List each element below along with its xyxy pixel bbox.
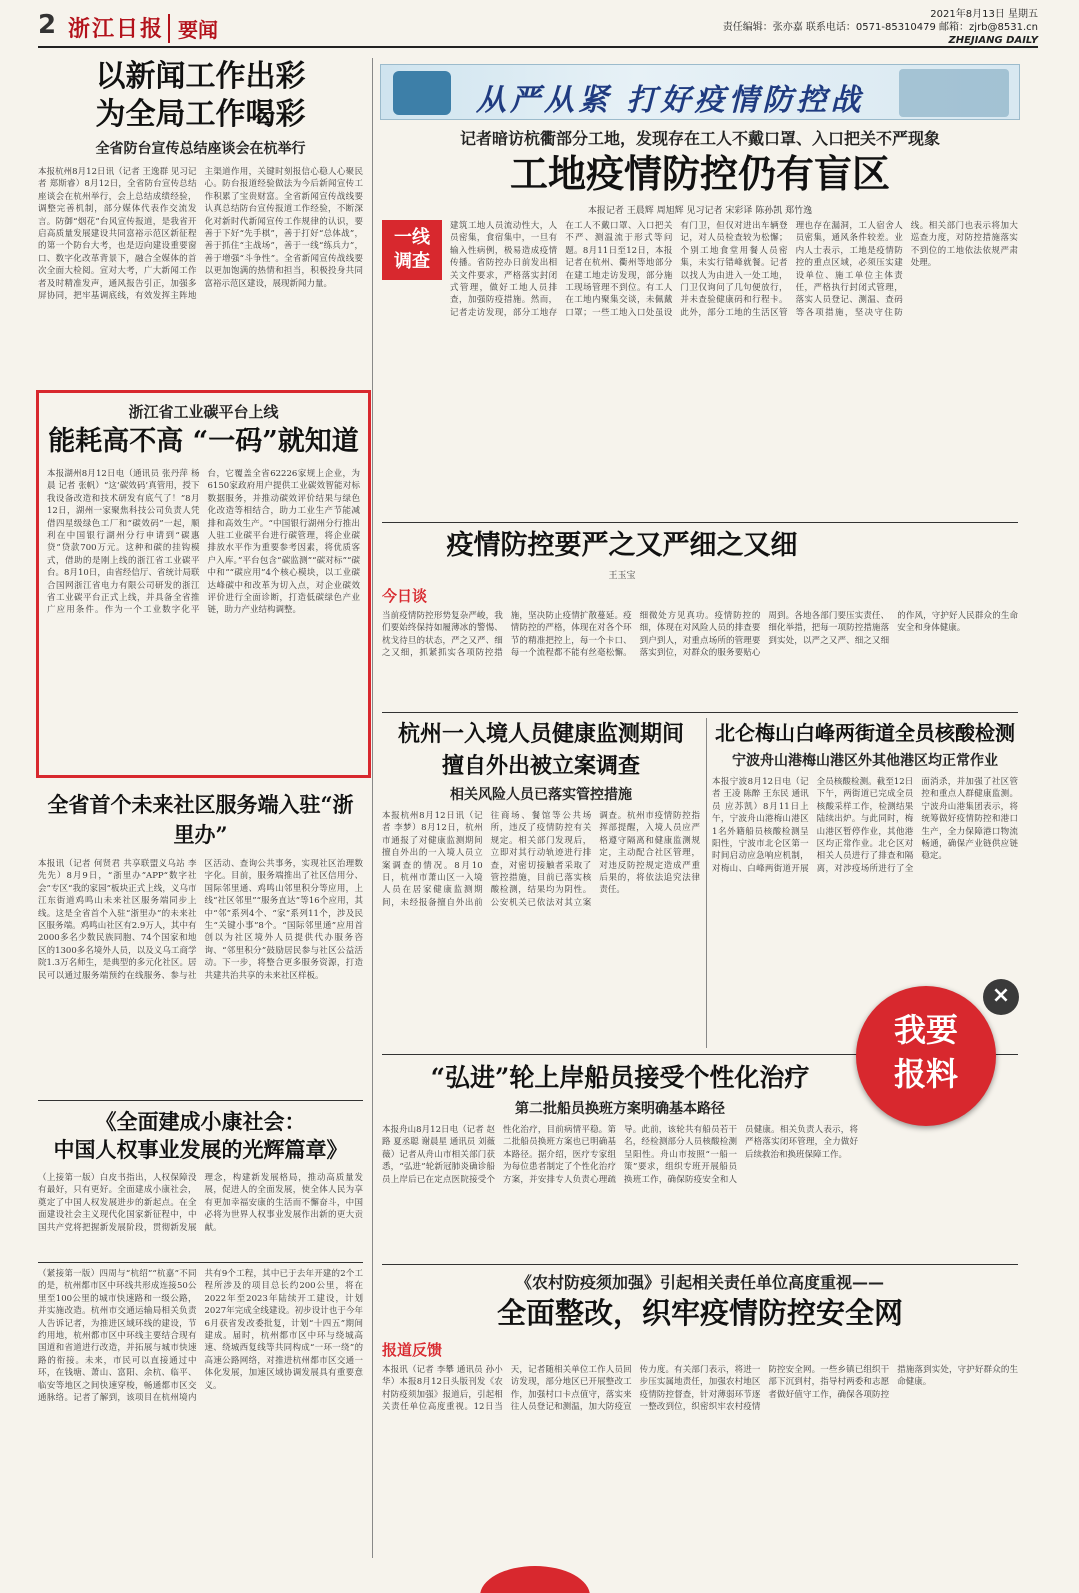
headline-line1: 《全面建成小康社会： — [95, 1109, 306, 1134]
article-news-work[interactable] — [38, 58, 363, 378]
article-strict-prevention[interactable] — [382, 528, 1018, 706]
column-divider — [706, 718, 707, 1048]
masthead-meta — [723, 8, 1038, 47]
divider — [38, 1100, 363, 1101]
special-topic-banner — [380, 64, 1020, 120]
article-body: 建筑工地人员流动性大，人员密集，食宿集中，一旦有输入性病例，极易造成疫情传播。省防控办日前发出相关文件要求，严格落实封闭式管理，做好工地人员排查，加强防疫措施。然而，记者走访发现，部分工地存在工人不戴口罩、入口把关不严、测温流于形式等问题。8月11日至12日，本报记者在杭州、衢州等地部分在建工地走访发现，部分施工现场管理不到位。有工人在工地内聚集交谈，未佩戴口罩；一些工地入口处虽设有门卫，但仅对进出车辆登记，对人员检查较为松懈；个别工地食堂用餐人员密集，未实行错峰就餐。记者以找人为由进入一处工地，门卫仅询问了几句便放行，并未查验健康码和行程卡。此外，部分工地的生活区管理也存在漏洞，工人宿舍人员密集，通风条件较差。业内人士表示，工地是疫情防控的重点区域，必须压实建设单位、施工单位主体责任，严格执行封闭式管理，落实人员登记、测温、查码等各项措施，坚决守住防线。相关部门也表示将加大巡查力度，对防控措施落实不到位的工地依法依规严肃处理。 — [450, 221, 1018, 318]
article-kicker: 记者暗访杭衢部分工地，发现存在工人不戴口罩、入口把关不严现象 — [459, 129, 940, 148]
masthead — [38, 8, 1038, 48]
article-headline: 能耗高不高 “一码”就知道 — [48, 426, 359, 457]
article-subtitle: 全省防台宣传总结座谈会在杭举行 — [95, 141, 306, 157]
article-hongjin-crew[interactable] — [382, 1060, 858, 1260]
headline-line2: 中国人权事业发展的光辉篇章》 — [53, 1137, 348, 1162]
report-tip-label-line1: 我要 — [893, 1011, 958, 1049]
article-body: 本报舟山8月12日电（记者 赵路 夏丞聪 谢晨星 通讯员 刘薇薇）记者从舟山市相关部门获悉，“弘进”轮新冠肺炎确诊船员上岸后已在定点医院接受个性化治疗，目前病情平稳。第二批船员换班方案也已明确基本路径。据介绍，医疗专家组为每位患者制定了个性化治疗方案，并安排专人负责心理疏导。此前，该轮共有船员若干名，经检测部分人员核酸检测呈阳性。舟山市按照“一船一策”要求，组织专班开展船员换班工作，确保防疫安全和人员健康。相关负责人表示，将严格落实闭环管理，全力做好后续救治和换班保障工作。 — [382, 1125, 858, 1185]
article-headline: 全面整改，织牢疫情防控安全网 — [496, 1296, 903, 1330]
article-construction-sites[interactable] — [382, 126, 1018, 518]
article-headline: 工地疫情防控仍有盲区 — [509, 151, 890, 196]
headline-line1: 杭州一入境人员健康监测期间 — [397, 721, 684, 747]
article-body: 本报湖州8月12日电（通讯员 张丹萍 杨晨 记者 张帆）“这‘碳效码’真管用，授下我设备改造和技术研发有底气了！”8月12日，湖州一家聚焦科技公司负责人凭借四星级绿色工厂和“碳效码”一起，顺利在中国银行湖州分行申请到“碳惠贷”贷款700万元。这种和碳的挂钩模式，借助的是刚上线的浙江省工业碳平台。8月10日，由省经信厅、省统计局联合国网浙江省电力有限公司研发的浙江省工业碳平台正式上线，并具备全省推广应用条件。作为一个工业数字化平台，它覆盖全省62226家规上企业，为6150家政府用户提供工业碳效智能对标数据服务，并推动碳效评价结果与绿色化改造等相结合，助力工业生产节能减排和高效生产。“中国银行湖州分行推出人驻工业碳平台进行碳管理，将企业碳排放水平作为重要参考因素，将优质客户入库。”平台包含“碳监测”“碳对标”“碳中和”“碳应用”4个核心模块，以工业碳达峰碳中和改革为切入点，对企业碳效评价进行全面诊断，打造低碳绿色产业链，助力产业结构调整。 — [47, 469, 360, 616]
paper-english-name: ZHEJIANG DAILY — [948, 35, 1038, 46]
column-divider — [372, 58, 373, 1558]
section-tag: 今日谈 — [382, 587, 428, 605]
banner-title: 从严从紧 打好疫情防控战 — [476, 83, 865, 118]
article-headline: 北仑梅山白峰两街道全员核酸检测 — [715, 721, 1015, 745]
editor-info: 责任编辑：张亦嘉 联系电话：0571-85310479 邮箱：zjrb@8531.cn — [722, 22, 1038, 33]
article-body: 本报杭州8月12日讯（记者 王逸群 见习记者 郑斯睿）8月12日，全省防台宣传总结座谈会在杭州举行，会上总结成绩经验，调整完善机制，部分媒体代表作交流发言。防御“烟花”台风宣传报道，是我省开启高质量发展建设共同富裕示范区新征程的第一个防台大考，也是迈向建设重要窗口、数字化改革背景下，融合全媒体的首次全面大检阅。宣对大考，广大新闻工作者及时精准发声，通风报告引正，加强多屏协同，把牢基调底线，有效发挥主阵地主渠道作用，关键时刻报信心稳人心聚民心。防台报道经验做法为今后新闻宣传工作积累了宝贵财富。全省新闻宣传战线要认真总结防台宣传报道工作经验，不断深化对新时代新闻宣传工作规律的认识，要善于下好“先手棋”，善于打好“总体战”，善于抓住“主战场”，善于一线“练兵力”，善于增强“斗争性”。全省新闻宣传战线要以更加饱满的热情和担当，积极投身共同富裕示范区建设，展现新闻力量。 — [38, 167, 363, 302]
divider — [382, 712, 1018, 713]
section-label: 要闻 — [168, 14, 218, 43]
article-byline: 王玉宝 — [608, 571, 636, 581]
issue-date: 2021年8月13日 星期五 — [930, 9, 1038, 20]
headline-line1: 以新闻工作出彩 — [95, 59, 306, 94]
paper-logo: 浙江日报 — [68, 16, 165, 42]
section-tag: 一线调查 — [382, 220, 442, 280]
section-tag: 报道反馈 — [382, 1341, 443, 1359]
article-headline: “弘进”轮上岸船员接受个性化治疗 — [430, 1063, 810, 1092]
article-kicker: 《农村防疫须加强》引起相关责任单位高度重视—— — [515, 1273, 884, 1292]
report-tip-label-line2: 报料 — [893, 1055, 958, 1093]
article-carbon-platform[interactable] — [36, 390, 371, 778]
article-human-rights[interactable] — [38, 1108, 363, 1258]
article-headline: 全省首个未来社区服务端入驻“浙里办” — [47, 792, 354, 847]
divider — [382, 1264, 1018, 1265]
headline-line2: 擅自外出被立案调查 — [441, 753, 640, 779]
article-headline: 疫情防控要严之又严细之又细 — [446, 530, 798, 561]
article-hangzhou-inbound[interactable] — [382, 718, 700, 1048]
divider — [382, 522, 1018, 523]
close-icon[interactable]: × — [983, 979, 1019, 1015]
banner-decoration-icon — [899, 69, 1009, 117]
article-rural-prevention[interactable] — [382, 1270, 1018, 1560]
page-number: 2 — [38, 10, 57, 40]
article-subtitle: 宁波舟山港梅山港区外其他港区均正常作业 — [732, 753, 998, 769]
article-future-community[interactable] — [38, 790, 363, 1090]
article-subtitle: 相关风险人员已落实管控措施 — [450, 787, 632, 803]
bottom-floating-tab[interactable] — [480, 1566, 590, 1593]
banner-emblem-icon — [393, 71, 451, 115]
article-subtitle: 第二批船员换班方案明确基本路径 — [515, 1101, 725, 1117]
article-body: 本报讯（记者 李攀 通讯员 孙小华）本报8月12日头版刊发《农村防疫须加强》报道后，引起相关责任单位高度重视。12日当天，记者随相关单位工作人员回访发现，部分地区已开展整改工作，加强村口卡点值守，落实来往人员登记和测温，加大防疫宣传力度。有关部门表示，将进一步压实属地责任，加强农村地区疫情防控督查，针对薄弱环节逐一整改到位，织密织牢农村疫情防控安全网。一些乡镇已组织干部下沉到村，指导村两委和志愿者做好值守工作，确保各项防控措施落到实处，守护好群众的生命健康。 — [382, 1365, 1018, 1413]
divider — [38, 1262, 363, 1263]
article-body: 本报宁波8月12日电（记者 王凌 陈醉 王东民 通讯员 应苏凯）8月11日上午，宁波舟山港梅山港区1名外籍船员核酸检测呈阳性，宁波市北仑区第一时间启动应急响应机制，对梅山、白峰两街道开展全员核酸检测。截至12日下午，两街道已完成全员核酸采样工作，检测结果陆续出炉。与此同时，梅山港区暂停作业，其他港区均正常作业。北仑区对相关人员进行了排查和隔离，对涉疫场所进行了全面消杀，并加强了社区管控和重点人群健康监测。宁波舟山港集团表示，将统筹做好疫情防控和港口生产，全力保障港口物流畅通，确保产业链供应链稳定。 — [712, 777, 1018, 874]
article-ring-road[interactable] — [38, 1268, 363, 1558]
article-body: （上接第一版）白皮书指出，人权保障没有最好，只有更好。全面建成小康社会，奠定了中国人权发展进步的新起点。在全面建设社会主义现代化国家新征程中，中国共产党将把握新发展阶段，贯彻新发展理念，构建新发展格局，推动高质量发展，促进人的全面发展，使全体人民为享有更加幸福安康的生活而不懈奋斗，中国必将为世界人权事业发展作出新的更大贡献。 — [38, 1173, 363, 1233]
article-byline: 本报记者 王晨辉 周旭辉 见习记者 宋彩译 陈孙凯 郑竹逸 — [587, 206, 813, 216]
article-body: 本报杭州8月12日讯（记者 李梦）8月12日，杭州市通报了对健康监测期间擅自外出的一入境人员立案调查的情况。8月10日，杭州市萧山区一入境人员在居家健康监测期间，未经报备擅自外出前往商场、餐馆等公共场所，违反了疫情防控有关规定。相关部门发现后，立即对其行动轨迹进行排查，对密切接触者采取了管控措施，目前已落实核酸检测，结果均为阴性。公安机关已依法对其立案调查。杭州市疫情防控指挥部提醒，入境人员应严格遵守隔离和健康监测规定，主动配合社区管理，对违反防控规定造成严重后果的，将依法追究法律责任。 — [382, 811, 700, 908]
article-body: （紧接第一版）四周与“杭绍”“杭嘉”不同的是，杭州都市区中环线共形成连接50公里至100公里的城市快速路和一级公路，并实施改造。杭州市交通运输局相关负责人告诉记者，为推进区域环线的建设，节约用地，杭州都市区中环线主要结合现有国道和省道进行改造，并拓展与城市快速路的衔接。未来，市民可以直接通过中环，在钱塘、萧山、富阳、余杭、临平、临安等地区之间快速穿梭，畅通都市区交通脉络。记者了解到，该项目在杭州境内共有9个工程，其中已于去年开建的2个工程所涉及的项目总长约200公里，将在2022年至2023年陆续开工建设，计划2027年完成全线建设。初步设计也于今年6月获省发改委批复，计划“十四五”期间建成。届时，杭州都市区中环与绕城高速、绕城西复线等共同构成“一环一绕”的高速公路网络，对推进杭州都市区交通一体化发展，加速区域协调发展具有重要意义。 — [38, 1269, 363, 1404]
headline-line2: 为全局工作喝彩 — [95, 97, 306, 132]
article-body: 当前疫情防控形势复杂严峻，我们要始终保持如履薄冰的警惕、枕戈待旦的状态，严之又严、细之又细，抓紧抓实各项防控措施，坚决防止疫情扩散蔓延。疫情防控的严格，体现在对各个环节的精准把控上，每一个卡口、每一个流程都不能有丝毫松懈。细微处方见真功。疫情防控的细，体现在对风险人员的排查要到户到人，对重点场所的管理要落实到位，对群众的服务要贴心周到。各地各部门要压实责任、细化举措，把每一项防控措施落到实处，以严之又严、细之又细的作风，守护好人民群众的生命安全和身体健康。 — [382, 611, 1018, 659]
article-beilun-testing[interactable] — [712, 718, 1018, 1048]
article-body: 本报讯（记者 何贤君 共享联盟义乌站 李先先）8月9日，“浙里办”APP“数字社会”专区“我的家园”板块正式上线，义乌市江东街道鸡鸣山未来社区服务端同步上线。这是全省首个入驻“浙里办”的未来社区服务端。鸡鸣山社区有2.9万人，其中有2000多名少数民族同胞、74个国家和地区的1300多名境外人员，以及义乌工商学院1.3万名师生，是典型的多元化社区。居民可以通过服务端预约在线服务、参与社区活动、查询公共事务，实现社区治理数字化。目前，服务端推出了社区信用分、国际邻里通、鸡鸣山邻里积分等应用，上线“社区邻里”“服务直达”等16个应用，其中“邻”系列4个、“家”系列11个，涉及民生“关键小事”8个。“国际邻里通”应用首创以为社区境外人员提供代办服务咨询、“邻里积分”鼓励居民参与社区公益活动。下一步，将整合更多服务资源，打造共建共治共享的未来社区样板。 — [38, 859, 363, 981]
article-kicker: 浙江省工业碳平台上线 — [128, 403, 279, 421]
report-tip-button[interactable] — [856, 986, 996, 1126]
